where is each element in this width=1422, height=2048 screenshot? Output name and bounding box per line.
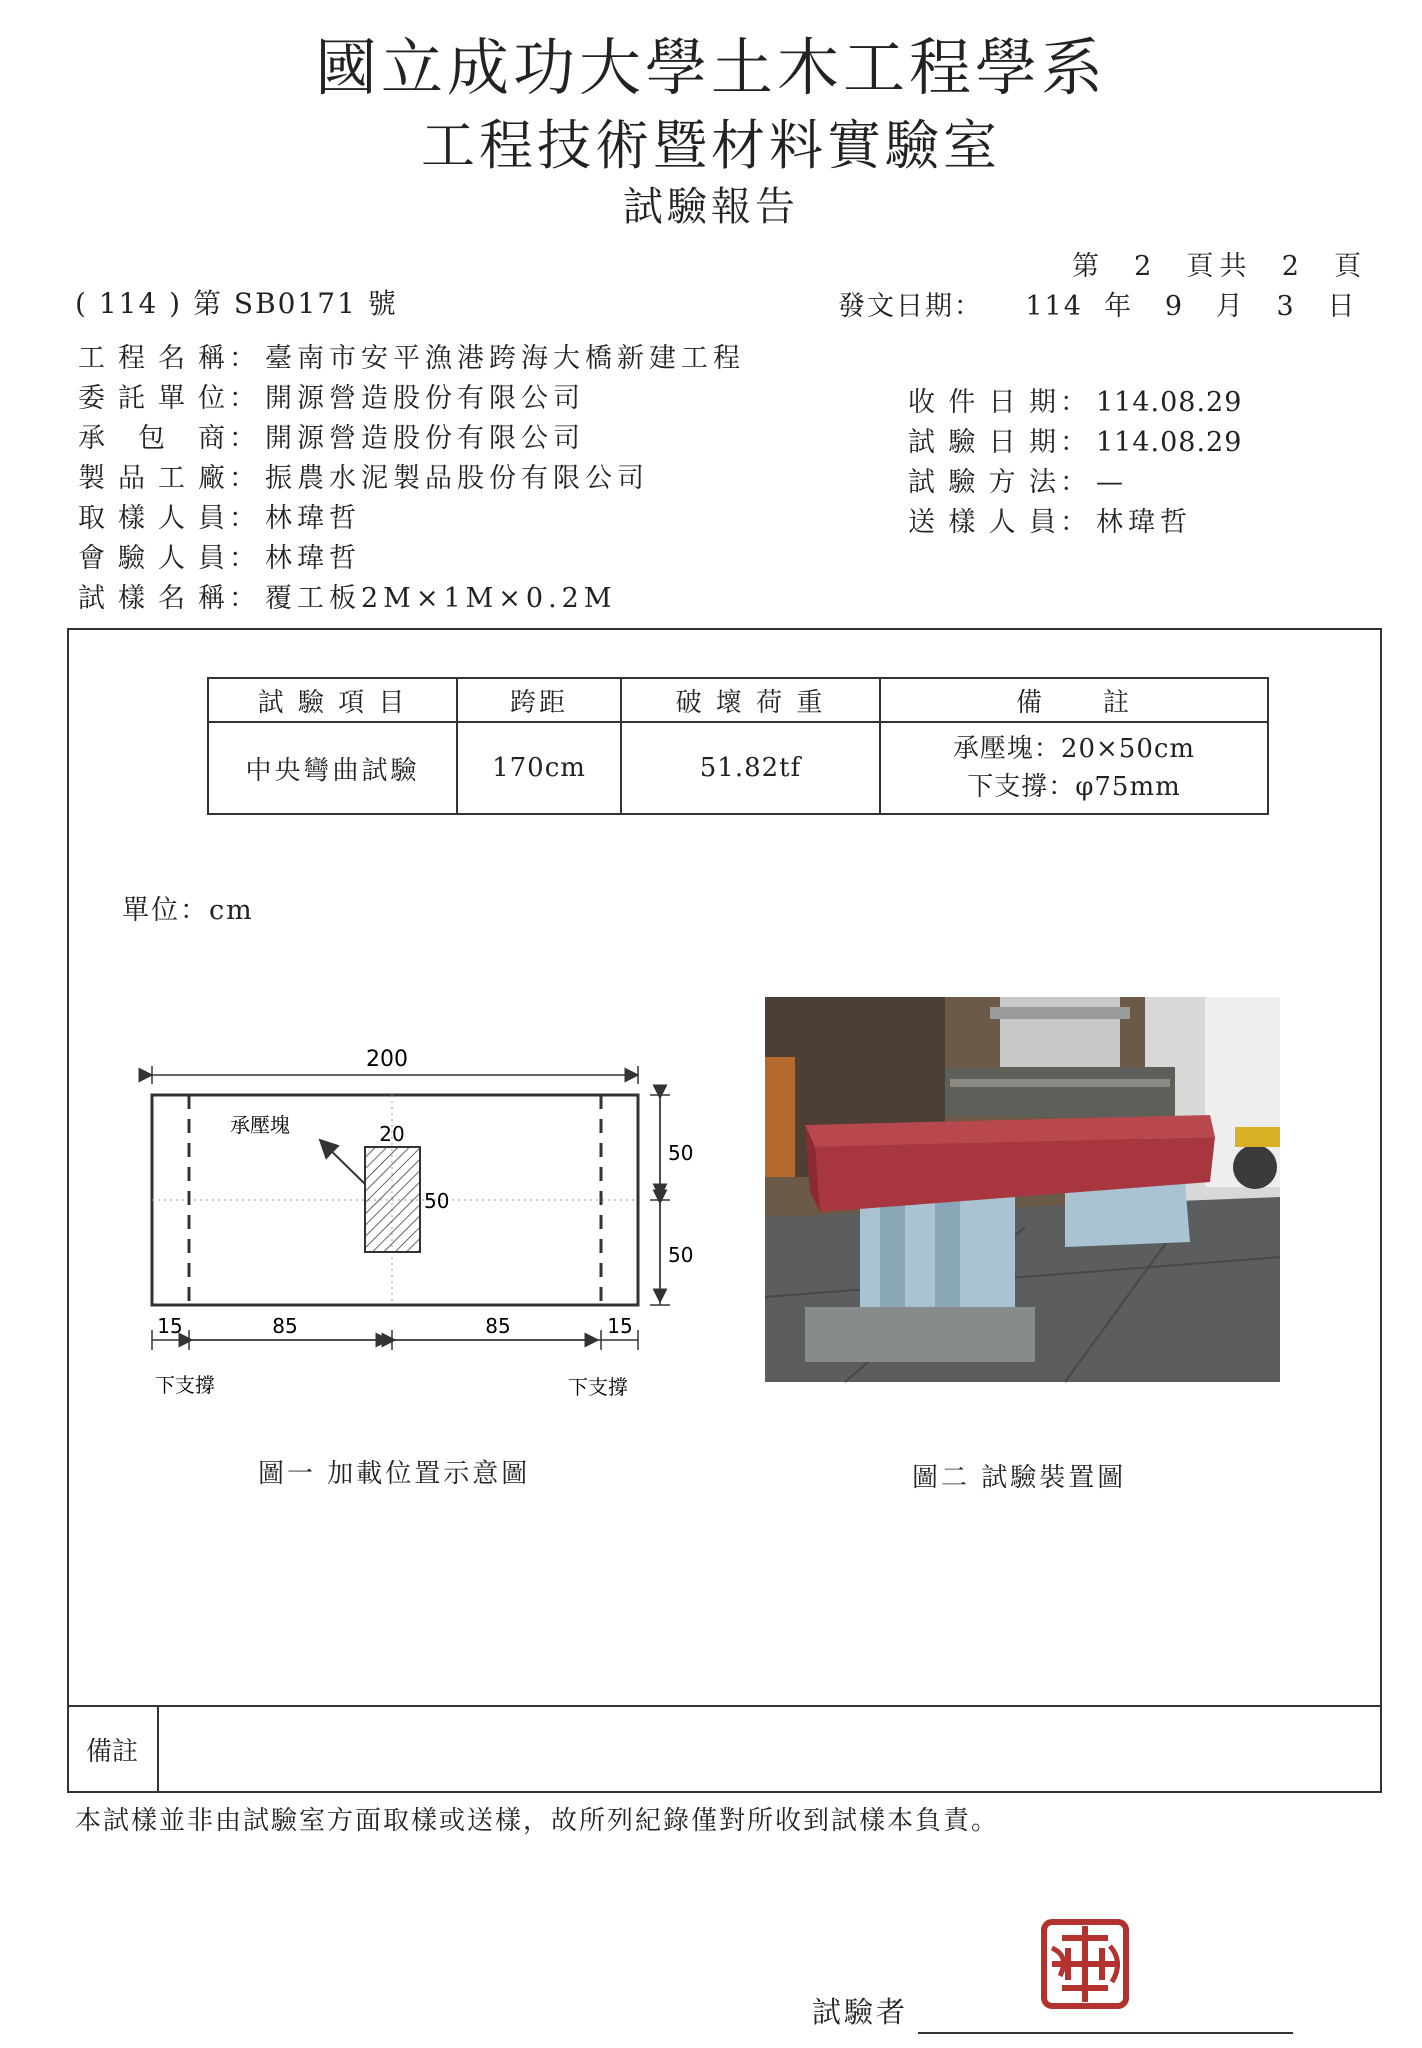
lab-title: 工程技術暨材料實驗室 [421,114,1001,177]
bottom-dim-right-span: 85 [485,1314,511,1338]
field-delivery-person: 送樣人員 ： 林瑋哲 [908,507,1192,538]
bottom-dim-left-overhang: 15 [157,1314,183,1338]
bottom-dim-left-span: 85 [272,1314,298,1338]
seal-stamp [1040,1918,1130,2010]
issue-date: 發文日期： 114 年 9 月 3 日 [838,291,1357,322]
field-client: 委託單位 ： 開源營造股份有限公司 [78,383,585,414]
remarks-row [67,1705,1382,1793]
note-support: 下支撐：φ75mm [967,772,1181,802]
bearing-block-pointer [320,1140,365,1184]
header-span: 跨距 [457,678,621,722]
block-height-label: 50 [424,1189,450,1213]
loading-diagram [130,1030,694,1410]
header-remarks: 備 註 [880,678,1268,722]
test-setup-photo [765,997,1280,1382]
page-info: 第 2 頁共 2 頁 [1072,251,1368,282]
header-test-item: 試 驗 項 目 [208,678,457,722]
remarks-label: 備註 [67,1705,159,1793]
report-number: ( 114 ) 第 SB0171 號 [75,287,398,320]
cell-notes [880,722,1268,814]
figure1-caption: 圖一 加載位置示意圖 [258,1459,531,1489]
cell-span: 170cm [457,722,621,814]
field-contractor: 承包商 ： 開源營造股份有限公司 [78,423,585,454]
unit-label: 單位：cm [122,895,254,926]
field-witness: 會驗人員 ： 林瑋哲 [78,543,361,574]
tester-label: 試驗者 [812,1995,909,2029]
cell-load: 51.82tf [621,722,880,814]
cell-test-item: 中央彎曲試驗 [208,722,457,814]
results-table [207,677,1269,815]
bearing-block-label: 承壓塊 [230,1113,290,1137]
support-right-label: 下支撐 [568,1375,628,1399]
field-project-name: 工程名稱 ： 臺南市安平漁港跨海大橋新建工程 [78,343,745,374]
top-dimension-label: 200 [366,1047,408,1072]
field-test-date: 試驗日期 ： 114.08.29 [908,427,1243,458]
support-left-label: 下支撐 [155,1373,215,1397]
header-failure-load: 破 壞 荷 重 [621,678,880,722]
field-specimen-name: 試樣名稱 ： 覆工板2M×1M×0.2M [78,583,617,614]
note-bearing-block: 承壓塊：20×50cm [952,734,1196,764]
right-dimension-top: 50 [668,1141,694,1165]
block-width-label: 20 [379,1122,405,1146]
report-title: 試驗報告 [623,184,799,230]
table-header-row [208,678,1268,722]
right-dimension-bottom: 50 [668,1243,694,1267]
field-sampler: 取樣人員 ： 林瑋哲 [78,503,361,534]
field-received-date: 收件日期 ： 114.08.29 [908,387,1243,418]
figure2-caption: 圖二 試驗裝置圖 [912,1463,1127,1493]
disclaimer-note: 本試樣並非由試驗室方面取樣或送樣，故所列紀錄僅對所收到試樣本負責。 [75,1806,1000,1836]
field-test-method: 試驗方法 ： — [908,467,1128,498]
university-title: 國立成功大學土木工程學系 [314,31,1107,104]
table-row [208,722,1268,814]
bearing-block [365,1147,420,1252]
field-factory: 製品工廠 ： 振農水泥製品股份有限公司 [78,463,649,494]
signature-line [918,2032,1293,2034]
bottom-dim-right-overhang: 15 [607,1314,633,1338]
